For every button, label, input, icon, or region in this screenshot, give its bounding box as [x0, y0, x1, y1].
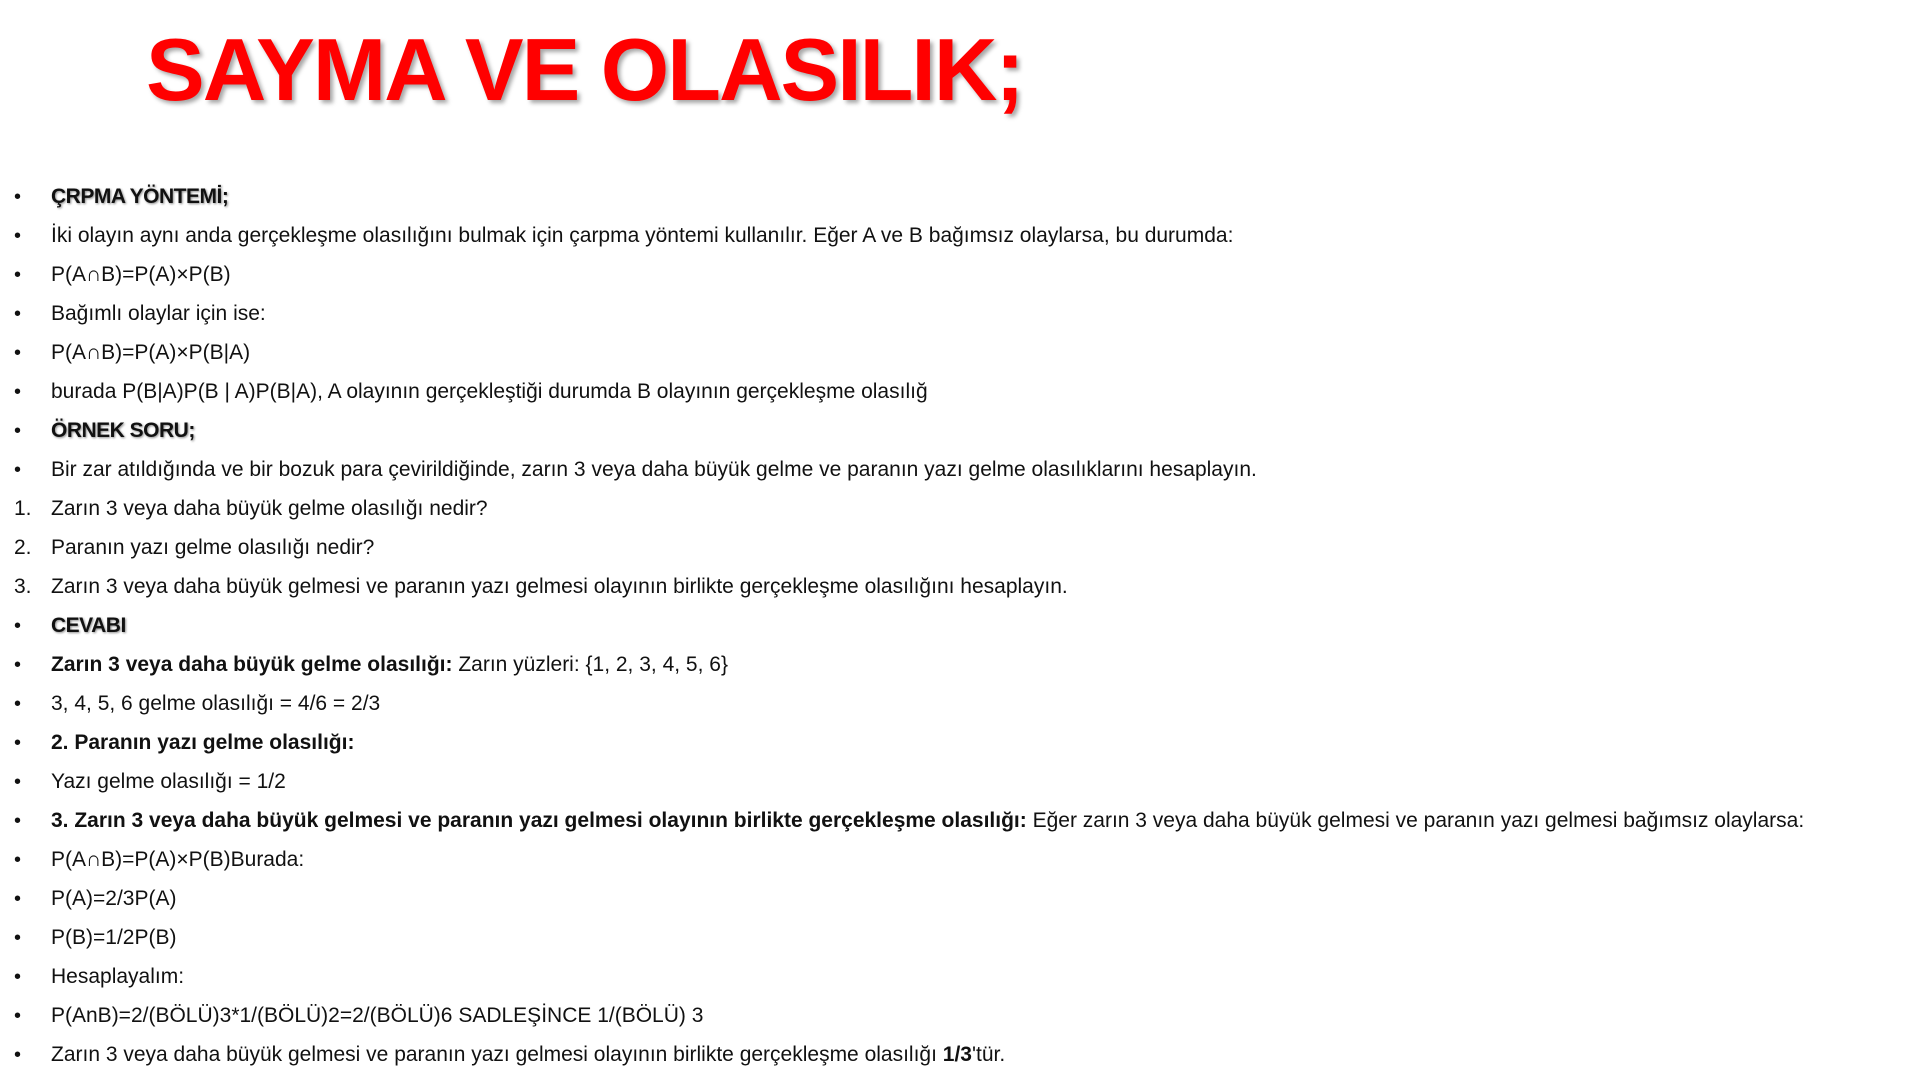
question-text: Zarın 3 veya daha büyük gelme olasılığı nedir?: [51, 497, 488, 520]
formula-text: P(A∩B)=P(A)×P(B): [51, 263, 231, 286]
answer-label: 2. Paranın yazı gelme olasılığı:: [51, 731, 355, 754]
list-item: [0, 762, 1900, 801]
numbered-item-1: [0, 489, 1900, 528]
answer-text: Zarın yüzleri: {1, 2, 3, 4, 5, 6}: [452, 653, 728, 676]
bullet-icon: [14, 255, 44, 295]
bullet-icon: [14, 294, 44, 334]
conclusion-suffix: 'tür.: [972, 1043, 1006, 1066]
bullet-icon: [14, 801, 44, 841]
list-item: [0, 333, 1900, 372]
answer-text: 3, 4, 5, 6 gelme olasılığı = 4/6 = 2/3: [51, 692, 381, 715]
bullet-icon: [14, 177, 44, 217]
bullet-icon: [14, 411, 44, 451]
list-item: [0, 723, 1900, 762]
list-item-heading-cevabi: [0, 606, 1900, 645]
list-item: [0, 957, 1900, 996]
answer-text: Eğer zarın 3 veya daha büyük gelmesi ve paranın yazı gelmesi bağımsız olaylarsa:: [1026, 809, 1805, 832]
list-item: [0, 996, 1900, 1035]
bullet-icon: [14, 333, 44, 373]
list-item-text: İki olayın aynı anda gerçekleşme olasılığını bulmak için çarpma yöntemi kullanılır. Eğer A ve B bağımsız olaylarsa, bu durumda:: [51, 224, 1234, 247]
bullet-icon: [14, 723, 44, 763]
list-item: [0, 645, 1900, 684]
formula-text: P(A)=2/3P(A): [51, 887, 177, 910]
list-item: [0, 840, 1900, 879]
formula-text: P(A∩B)=P(A)×P(B|A): [51, 341, 251, 364]
section-heading: CEVABI: [51, 614, 126, 637]
content-list: [0, 177, 1900, 1074]
bullet-icon: [14, 216, 44, 256]
bullet-icon: [14, 606, 44, 646]
list-item: [0, 372, 1900, 411]
question-text: Zarın 3 veya daha büyük gelmesi ve paranın yazı gelmesi olayının birlikte gerçekleşme olasılığını hesaplayın.: [51, 575, 1068, 598]
slide-title: SAYMA VE OLASILIK;: [146, 20, 1023, 119]
list-item: [0, 801, 1900, 840]
bullet-icon: [14, 762, 44, 802]
list-item: [0, 684, 1900, 723]
numbered-item-3: [0, 567, 1900, 606]
list-item-heading-carpma: [0, 177, 1900, 216]
section-heading: ÇRPMA YÖNTEMİ;: [51, 185, 229, 208]
answer-label: 3. Zarın 3 veya daha büyük gelmesi ve paranın yazı gelmesi olayının birlikte gerçekleşme olasılığı:: [51, 809, 1027, 832]
list-item-conclusion: [0, 1035, 1900, 1074]
formula-text: P(A∩B)=P(A)×P(B)Burada:: [51, 848, 305, 871]
list-item: [0, 450, 1900, 489]
list-item: [0, 255, 1900, 294]
bullet-icon: [14, 645, 44, 685]
list-item: [0, 918, 1900, 957]
formula-text: P(AnB)=2/(BÖLÜ)3*1/(BÖLÜ)2=2/(BÖLÜ)6 SADLEŞİNCE 1/(BÖLÜ) 3: [51, 1004, 704, 1027]
list-item: [0, 879, 1900, 918]
item-number: 1.: [14, 497, 32, 520]
list-item: [0, 294, 1900, 333]
bullet-icon: [14, 372, 44, 412]
question-text: Bir zar atıldığında ve bir bozuk para çevirildiğinde, zarın 3 veya daha büyük gelme ve paranın yazı gelme olasılıklarını hesaplayın.: [51, 458, 1257, 481]
conclusion-text: Zarın 3 veya daha büyük gelmesi ve paranın yazı gelmesi olayının birlikte gerçekleşme olasılığı: [51, 1043, 943, 1066]
list-item-heading-ornek: [0, 411, 1900, 450]
bullet-icon: [14, 918, 44, 958]
item-number: 2.: [14, 536, 32, 559]
result-value: 1/3: [942, 1043, 972, 1066]
list-item: [0, 216, 1900, 255]
bullet-icon: [14, 996, 44, 1036]
bullet-icon: [14, 879, 44, 919]
numbered-item-2: [0, 528, 1900, 567]
section-heading: ÖRNEK SORU;: [51, 419, 195, 442]
list-item-text: burada P(B|A)P(B | A)P(B|A), A olayının gerçekleştiği durumda B olayının gerçekleşme olasılığ: [51, 380, 928, 403]
formula-text: P(B)=1/2P(B): [51, 926, 177, 949]
answer-label: Zarın 3 veya daha büyük gelme olasılığı:: [51, 653, 453, 676]
bullet-icon: [14, 1035, 44, 1075]
item-number: 3.: [14, 575, 32, 598]
answer-text: Yazı gelme olasılığı = 1/2: [51, 770, 286, 793]
bullet-icon: [14, 840, 44, 880]
question-text: Paranın yazı gelme olasılığı nedir?: [51, 536, 375, 559]
bullet-icon: [14, 957, 44, 997]
list-item-text: Bağımlı olaylar için ise:: [51, 302, 266, 325]
list-item-text: Hesaplayalım:: [51, 965, 185, 988]
bullet-icon: [14, 684, 44, 724]
bullet-icon: [14, 450, 44, 490]
